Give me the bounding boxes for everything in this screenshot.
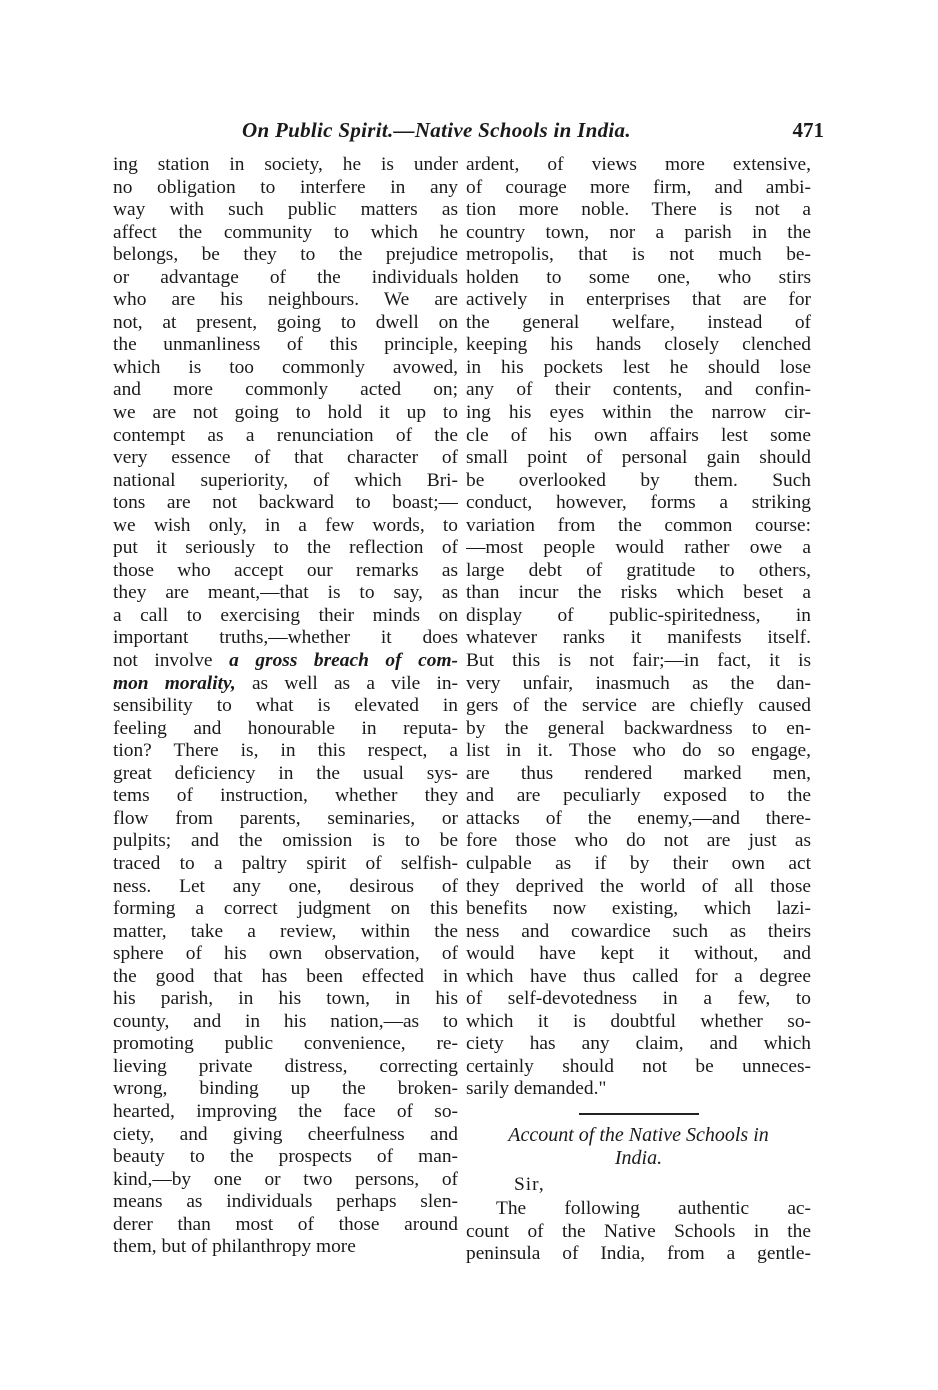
text-line: lieving private distress, correcting [113,1055,458,1077]
text-line: and more commonly acted on; [113,379,458,401]
text-line: any of their contents, and confin- [466,379,811,401]
section-divider [579,1113,699,1115]
text-line: sphere of his own observation, of [113,943,458,965]
new-article-lines [466,1198,811,1266]
text-line: in his pockets lest he should lose [466,356,811,378]
text-line: promoting public convenience, re- [113,1033,458,1055]
text-line: derer than most of those around [113,1213,458,1235]
section-title [466,1124,811,1170]
text-run: not involve [113,650,230,672]
text-line: those who accept our remarks as [113,559,458,581]
text-line [113,673,458,696]
text-line: his parish, in his town, in his [113,988,458,1010]
text-run: as well as a vile in- [235,672,458,694]
text-line: ciety has any claim, and which [466,1033,811,1055]
text-line: But this is not fair;—in fact, it is [466,650,811,672]
text-line: ardent, of views more extensive, [466,154,811,175]
emphasis-run: a gross breach of com- [229,650,458,672]
text-line: than incur the risks which beset a [466,582,811,604]
running-head: On Public Spirit.—Native Schools in India. [242,118,631,142]
text-line: they deprived the world of all those [466,875,811,897]
text-line: —most people would rather owe a [466,537,811,559]
text-line: metropolis, that is not much be- [466,244,811,266]
text-line: tons are not backward to boast;— [113,492,458,514]
text-line: flow from parents, seminaries, or [113,807,458,829]
text-line: the general welfare, instead of [466,311,811,333]
text-line: pulpits; and the omission is to be [113,830,458,852]
text-line: sensibility to what is elevated in [113,695,458,717]
text-line: great deficiency in the usual sys- [113,762,458,784]
text-line: belongs, be they to the prejudice [113,244,458,266]
text-line: the unmanliness of this principle, [113,334,458,356]
text-line: benefits now existing, which lazi- [466,898,811,920]
text-line: ness. Let any one, desirous of [113,875,458,897]
text-line: ness and cowardice such as theirs [466,920,811,942]
text-line: way with such public matters as [113,199,458,221]
text-line: actively in enterprises that are for [466,289,811,311]
text-line: not, at present, going to dwell on [113,311,458,333]
text-line: they are meant,—that is to say, as [113,582,458,604]
text-line: feeling and honourable in reputa- [113,717,458,739]
section-title-line: Account of the Native Schools in [508,1123,769,1146]
text-line: kind,—by one or two persons, of [113,1168,458,1190]
text-line: we wish only, in a few words, to [113,514,458,536]
text-line: ing station in society, he is under [113,154,458,175]
text-line: which it is doubtful whether so- [466,1010,811,1032]
text-line: certainly should not be unneces- [466,1055,811,1077]
text-line: display of public-spiritedness, in [466,604,811,626]
text-line: large debt of gratitude to others, [466,559,811,581]
text-line: put it seriously to the reflection of [113,537,458,559]
left-column-lines-continued [113,695,458,1259]
text-line: the good that has been effected in [113,965,458,987]
left-column [113,154,458,1259]
text-line: peninsula of India, from a gentle- [466,1243,811,1265]
text-line: important truths,—whether it does [113,627,458,649]
page-header [112,118,824,148]
text-line: contempt as a renunciation of the [113,424,458,446]
text-line: national superiority, of which Bri- [113,469,458,491]
text-line: ciety, and giving cheerfulness and [113,1123,458,1145]
text-line: tems of instruction, whether they [113,785,458,807]
text-line: tion? There is, in this respect, a [113,740,458,762]
text-line: traced to a paltry spirit of selfish- [113,852,458,874]
text-line: which is too commonly avowed, [113,356,458,378]
text-line: The following authentic ac- [496,1197,811,1219]
right-column-lines [466,154,811,1078]
text-line: of self-devotedness in a few, to [466,988,811,1010]
text-line: of courage more firm, and ambi- [466,176,811,198]
text-line: forming a correct judgment on this [113,898,458,920]
text-line: no obligation to interfere in any [113,176,458,198]
text-line: county, and in his nation,—as to [113,1010,458,1032]
text-line: fore those who do not are just as [466,830,811,852]
text-line: are thus rendered marked men, [466,762,811,784]
text-line: tion more noble. There is not a [466,199,811,221]
text-line: by the general backwardness to en- [466,717,811,739]
text-line: very essence of that character of [113,447,458,469]
text-line: attacks of the enemy,—and there- [466,807,811,829]
text-line: whatever ranks it manifests itself. [466,627,811,649]
text-line: affect the community to which he [113,221,458,243]
text-line: keeping his hands closely clenched [466,334,811,356]
left-column-lines [113,154,458,650]
text-line: holden to some one, who stirs [466,266,811,288]
closing-line: sarily demanded." [466,1078,607,1100]
text-line: a call to exercising their minds on [113,604,458,626]
text-line: we are not going to hold it up to [113,402,458,424]
text-line: cle of his own affairs lest some [466,424,811,446]
page-number: 471 [792,118,824,142]
text-line: list in it. Those who do so engage, [466,740,811,762]
text-line: wrong, binding up the broken- [113,1078,458,1100]
text-line: would have kept it without, and [466,943,811,965]
text-line: small point of personal gain should [466,447,811,469]
text-line: ing his eyes within the narrow cir- [466,402,811,424]
salutation: Sir, [514,1173,545,1195]
right-column [466,154,811,1266]
text-line: count of the Native Schools in the [466,1220,811,1242]
text-line: beauty to the prospects of man- [113,1146,458,1168]
text-line: variation from the common course: [466,514,811,536]
text-line: conduct, however, forms a striking [466,492,811,514]
section-title-line: India. [614,1146,663,1169]
text-line [113,650,458,673]
text-line: country town, nor a parish in the [466,221,811,243]
text-line: means as individuals perhaps slen- [113,1191,458,1213]
text-line: gers of the service are chiefly caused [466,695,811,717]
text-line: and are peculiarly exposed to the [466,785,811,807]
emphasis-run: mon morality, [113,672,236,694]
text-line: culpable as if by their own act [466,852,811,874]
text-line: hearted, improving the face of so- [113,1100,458,1122]
text-line: them, but of philanthropy more [113,1236,356,1258]
text-line: who are his neighbours. We are [113,289,458,311]
text-line: matter, take a review, within the [113,920,458,942]
text-line: very unfair, inasmuch as the dan- [466,672,811,694]
text-line: or advantage of the individuals [113,266,458,288]
text-line: which have thus called for a degree [466,965,811,987]
text-line: be overlooked by them. Such [466,469,811,491]
